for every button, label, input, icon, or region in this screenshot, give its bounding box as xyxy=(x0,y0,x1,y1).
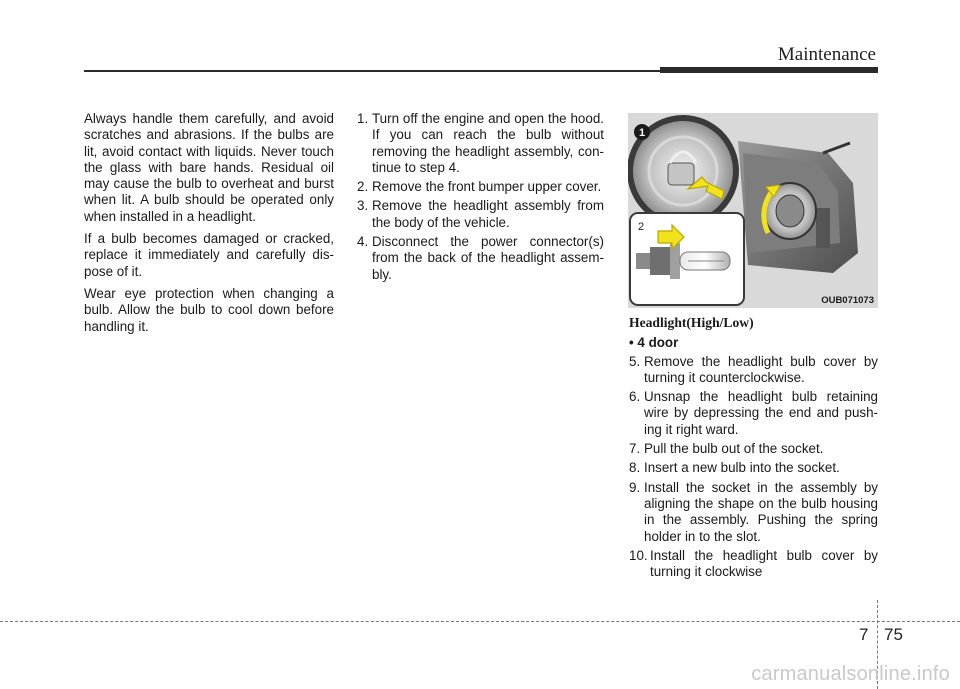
paragraph: If a bulb becomes damaged or cracked, replace it immediately and carefully dis-pose of it. xyxy=(84,231,334,279)
bulb-connector xyxy=(636,253,650,269)
step-text: Unsnap the headlight bulb retaining wire by depressing the end and push-ing it right ward. xyxy=(644,389,878,437)
bulb-base xyxy=(650,247,670,275)
step-number: 10. xyxy=(629,547,648,563)
step-item xyxy=(629,548,878,581)
column-left xyxy=(84,111,334,341)
headlight-illustration xyxy=(628,113,878,308)
footer-rule xyxy=(0,621,960,622)
steps-list xyxy=(629,354,878,581)
step-number: 8. xyxy=(629,460,641,476)
step-number: 1. xyxy=(357,111,369,126)
step-text: Remove the front bumper upper cover. xyxy=(372,179,602,195)
bulb-cover-center xyxy=(776,195,804,227)
section-title: Maintenance xyxy=(777,44,876,65)
header-rule-thick xyxy=(660,67,878,73)
step-number: 5. xyxy=(629,353,641,369)
header-rule-thin xyxy=(84,70,660,72)
step-number: 6. xyxy=(629,389,641,405)
step-item xyxy=(357,234,604,283)
step-text: Install the headlight bulb cover by turning it clockwise xyxy=(650,547,878,580)
step-item xyxy=(357,179,604,195)
column-right xyxy=(629,315,878,583)
step-text: Pull the bulb out of the socket. xyxy=(644,441,824,457)
step-number: 2. xyxy=(357,179,369,195)
chapter-number: 7 xyxy=(859,625,869,644)
step-text: Insert a new bulb into the socket. xyxy=(644,460,840,476)
step-item xyxy=(629,480,878,545)
callout-1-label: 1 xyxy=(638,127,646,139)
step-item xyxy=(357,111,604,176)
step-item xyxy=(629,441,878,457)
page-number: 75 xyxy=(884,625,903,644)
housing-post xyxy=(816,208,830,248)
callout-2-label: 2 xyxy=(638,221,645,233)
steps-list xyxy=(357,111,604,283)
figure-code: OUB071073 xyxy=(821,295,874,306)
step-item xyxy=(629,389,878,438)
step-number: 4. xyxy=(357,234,369,250)
step-number: 9. xyxy=(629,479,641,495)
step-text: Disconnect the power connector(s) from the back of the headlight assem-bly. xyxy=(372,234,604,282)
subheading: Headlight(High/Low) xyxy=(629,315,754,330)
housing-tab xyxy=(823,143,850,153)
step-number: 7. xyxy=(629,441,641,457)
step-text: Install the socket in the assembly by aligning the shape on the bulb housing in the assembly. Pushing the spring holder in to the slot. xyxy=(644,479,878,544)
paragraph: Always handle them carefully, and avoid scratches and abrasions. If the bulbs are lit, avoid contact with liquids. Never touch the glass with bare hands. Residual oil may cause the bulb to overheat and burst when lit. A bulb should be operated only when installed in a headlight. xyxy=(84,111,334,224)
step-text: Turn off the engine and open the hood. If you can reach the bulb without removing the headlight assembly, con-tinue to step 4. xyxy=(372,111,604,175)
step-item xyxy=(357,198,604,231)
step-text: Remove the headlight assembly from the body of the vehicle. xyxy=(372,198,604,230)
headlight-figure xyxy=(628,113,878,308)
watermark-link[interactable]: carmanualsonline.info xyxy=(751,663,950,685)
step-item xyxy=(629,354,878,387)
model-bullet: • 4 door xyxy=(629,335,679,351)
step-item xyxy=(629,460,878,476)
step-text: Remove the headlight bulb cover by turning it counterclockwise. xyxy=(644,353,878,385)
step-number: 3. xyxy=(357,198,369,214)
column-middle xyxy=(357,111,604,286)
inset-1-socket xyxy=(668,163,694,185)
paragraph: Wear eye protection when changing a bulb. Allow the bulb to cool down before handling it. xyxy=(84,285,334,334)
